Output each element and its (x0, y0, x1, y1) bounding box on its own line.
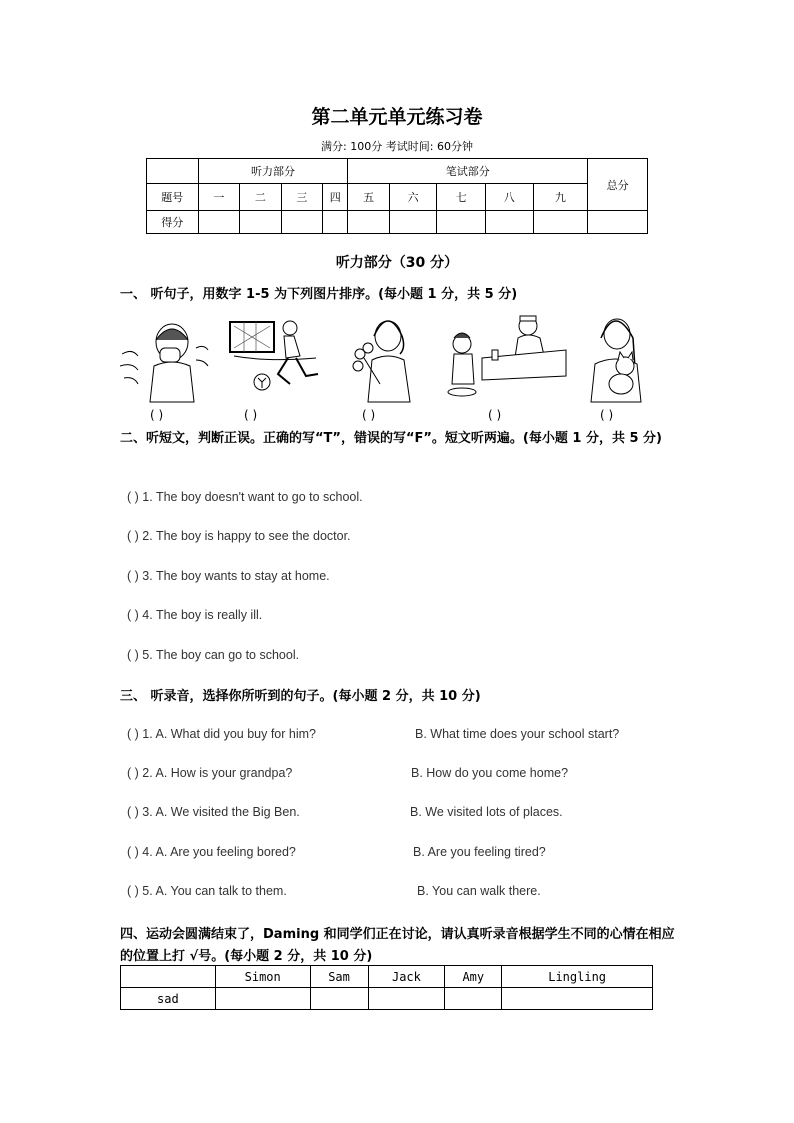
choice-option-a[interactable]: ( ) 2. A. How is your grandpa? (127, 766, 293, 780)
true-false-item[interactable]: ( ) 5. The boy can go to school. (127, 648, 300, 662)
choice-item[interactable] (127, 727, 687, 741)
mood-table (120, 965, 653, 1010)
listening-section-title: 听力部分（30 分） (335, 255, 459, 271)
score-cell[interactable] (485, 211, 533, 234)
answer-bracket[interactable]: ( ) (244, 408, 258, 422)
answer-bracket[interactable]: ( ) (362, 408, 376, 422)
score-row-label: 得分 (147, 211, 199, 234)
choice-item[interactable] (127, 805, 687, 819)
total-score-cell[interactable] (588, 211, 648, 234)
part4-heading: 四、运动会圆满结束了，Daming 和同学们正在讨论，请认真听录音根据学生不同的心情在相应的位置上打 √号。(每小题 2 分，共 10 分) (120, 927, 675, 964)
girl-cat-picture (585, 314, 645, 404)
choice-option-b[interactable]: B. What time does your school start? (415, 727, 620, 741)
score-cell[interactable] (437, 211, 486, 234)
tick-cell[interactable] (445, 988, 502, 1010)
choice-option-a[interactable]: ( ) 3. A. We visited the Big Ben. (127, 805, 300, 819)
tick-cell[interactable] (310, 988, 368, 1010)
choice-option-a[interactable]: ( ) 1. A. What did you buy for him? (127, 727, 316, 741)
choice-option-b[interactable]: B. Are you feeling tired? (413, 845, 546, 859)
question-number-label: 题号 (147, 184, 199, 211)
question-column: 八 (485, 184, 533, 211)
woman-flowers-picture (350, 314, 422, 404)
true-false-item[interactable]: ( ) 3. The boy wants to stay at home. (127, 569, 330, 583)
choice-option-b[interactable]: B. How do you come home? (411, 766, 569, 780)
question-column: 四 (323, 184, 348, 211)
choice-option-b[interactable]: B. You can walk there. (417, 884, 541, 898)
exam-info: 满分: 100分 考试时间: 60分钟 (321, 140, 473, 153)
question-column: 九 (533, 184, 588, 211)
score-cell[interactable] (198, 211, 239, 234)
true-false-item[interactable]: ( ) 1. The boy doesn't want to go to school. (127, 490, 363, 504)
choice-item[interactable] (127, 884, 687, 898)
choice-option-b[interactable]: B. We visited lots of places. (410, 805, 563, 819)
student-name: Sam (310, 966, 368, 988)
listening-part-header: 听力部分 (198, 159, 348, 184)
question-column: 三 (281, 184, 322, 211)
choice-item[interactable] (127, 845, 687, 859)
score-table-corner (147, 159, 199, 184)
score-cell[interactable] (533, 211, 588, 234)
student-name: Simon (215, 966, 310, 988)
mood-label: sad (121, 988, 216, 1010)
boy-football-picture (228, 314, 323, 404)
question-column: 一 (198, 184, 239, 211)
girl-coughing-picture (120, 314, 212, 404)
total-score-header: 总分 (588, 159, 648, 211)
student-name: Amy (445, 966, 502, 988)
part1-heading: 一、 听句子，用数字 1-5 为下列图片排序。(每小题 1 分，共 5 分) (120, 287, 518, 302)
doctor-boy-picture (442, 314, 568, 404)
part3-heading: 三、 听录音，选择你所听到的句子。(每小题 2 分，共 10 分) (120, 689, 481, 704)
question-column: 五 (348, 184, 389, 211)
choice-option-a[interactable]: ( ) 5. A. You can talk to them. (127, 884, 287, 898)
mood-table-corner (121, 966, 216, 988)
score-cell[interactable] (240, 211, 281, 234)
student-name: Lingling (502, 966, 653, 988)
score-cell[interactable] (323, 211, 348, 234)
question-column: 二 (240, 184, 281, 211)
tick-cell[interactable] (215, 988, 310, 1010)
written-part-header: 笔试部分 (348, 159, 588, 184)
tick-cell[interactable] (502, 988, 653, 1010)
true-false-item[interactable]: ( ) 2. The boy is happy to see the doctor. (127, 529, 351, 543)
score-cell[interactable] (281, 211, 322, 234)
part2-heading: 二、听短文，判断正误。正确的写“T”，错误的写“F”。短文听两遍。(每小题 1 分，共 5 分) (120, 431, 663, 446)
true-false-item[interactable]: ( ) 4. The boy is really ill. (127, 608, 263, 622)
choice-option-a[interactable]: ( ) 4. A. Are you feeling bored? (127, 845, 296, 859)
answer-bracket[interactable]: ( ) (488, 408, 502, 422)
answer-bracket[interactable]: ( ) (150, 408, 164, 422)
page-title: 第二单元单元练习卷 (311, 106, 483, 128)
question-column: 七 (437, 184, 486, 211)
score-cell[interactable] (389, 211, 437, 234)
choice-item[interactable] (127, 766, 687, 780)
question-column: 六 (389, 184, 437, 211)
student-name: Jack (368, 966, 445, 988)
score-cell[interactable] (348, 211, 389, 234)
answer-bracket[interactable]: ( ) (600, 408, 614, 422)
score-table (146, 158, 648, 234)
tick-cell[interactable] (368, 988, 445, 1010)
